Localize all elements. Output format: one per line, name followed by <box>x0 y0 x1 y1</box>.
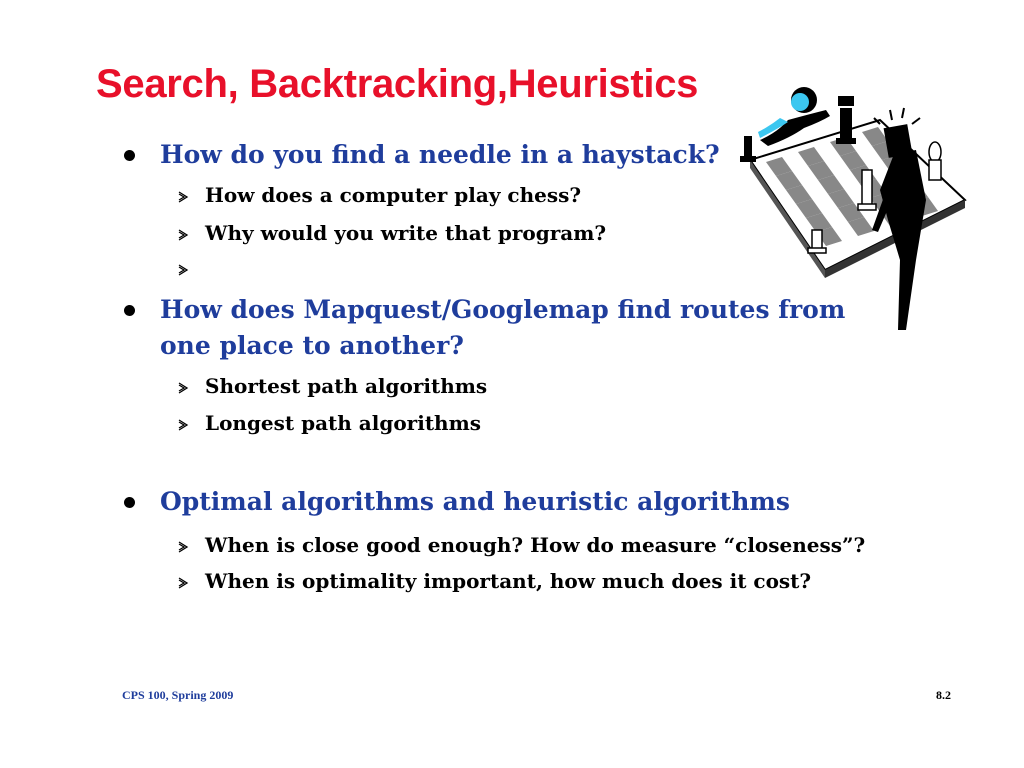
arrow-bullet-icon <box>176 228 190 242</box>
bullet-dot <box>124 305 135 316</box>
arrow-bullet-icon <box>176 418 190 432</box>
arrow-bullet-icon <box>176 381 190 395</box>
footer-course: CPS 100, Spring 2009 <box>122 688 234 702</box>
sub-bullet-text: Shortest path algorithms <box>205 374 488 398</box>
sub-bullet-text: Why would you write that program? <box>205 221 607 245</box>
bullet-text: Optimal algorithms and heuristic algorithms <box>160 487 790 516</box>
arrow-bullet-icon <box>176 263 190 277</box>
bullet-text-line-2: one place to another? <box>160 331 464 360</box>
arrow-bullet-icon <box>176 190 190 204</box>
bullet-dot <box>124 497 135 508</box>
arrow-bullet-icon <box>176 576 190 590</box>
slide-title: Search, Backtracking,Heuristics <box>96 62 699 106</box>
sub-bullet-text: How does a computer play chess? <box>205 183 582 207</box>
bullet-text-line-1: How does Mapquest/Googlemap find routes from <box>160 295 846 324</box>
bullet-dot <box>124 150 135 161</box>
bullet-text: How do you find a needle in a haystack? <box>160 140 720 169</box>
sub-bullet-text: Longest path algorithms <box>205 411 482 435</box>
slide-number: 8.2 <box>936 688 951 702</box>
sub-bullet-text: When is close good enough? How do measure “closeness”? <box>205 533 866 557</box>
arrow-bullet-icon <box>176 540 190 554</box>
player-left-icon <box>758 87 830 146</box>
sub-bullet-text: When is optimality important, how much does it cost? <box>205 569 812 593</box>
